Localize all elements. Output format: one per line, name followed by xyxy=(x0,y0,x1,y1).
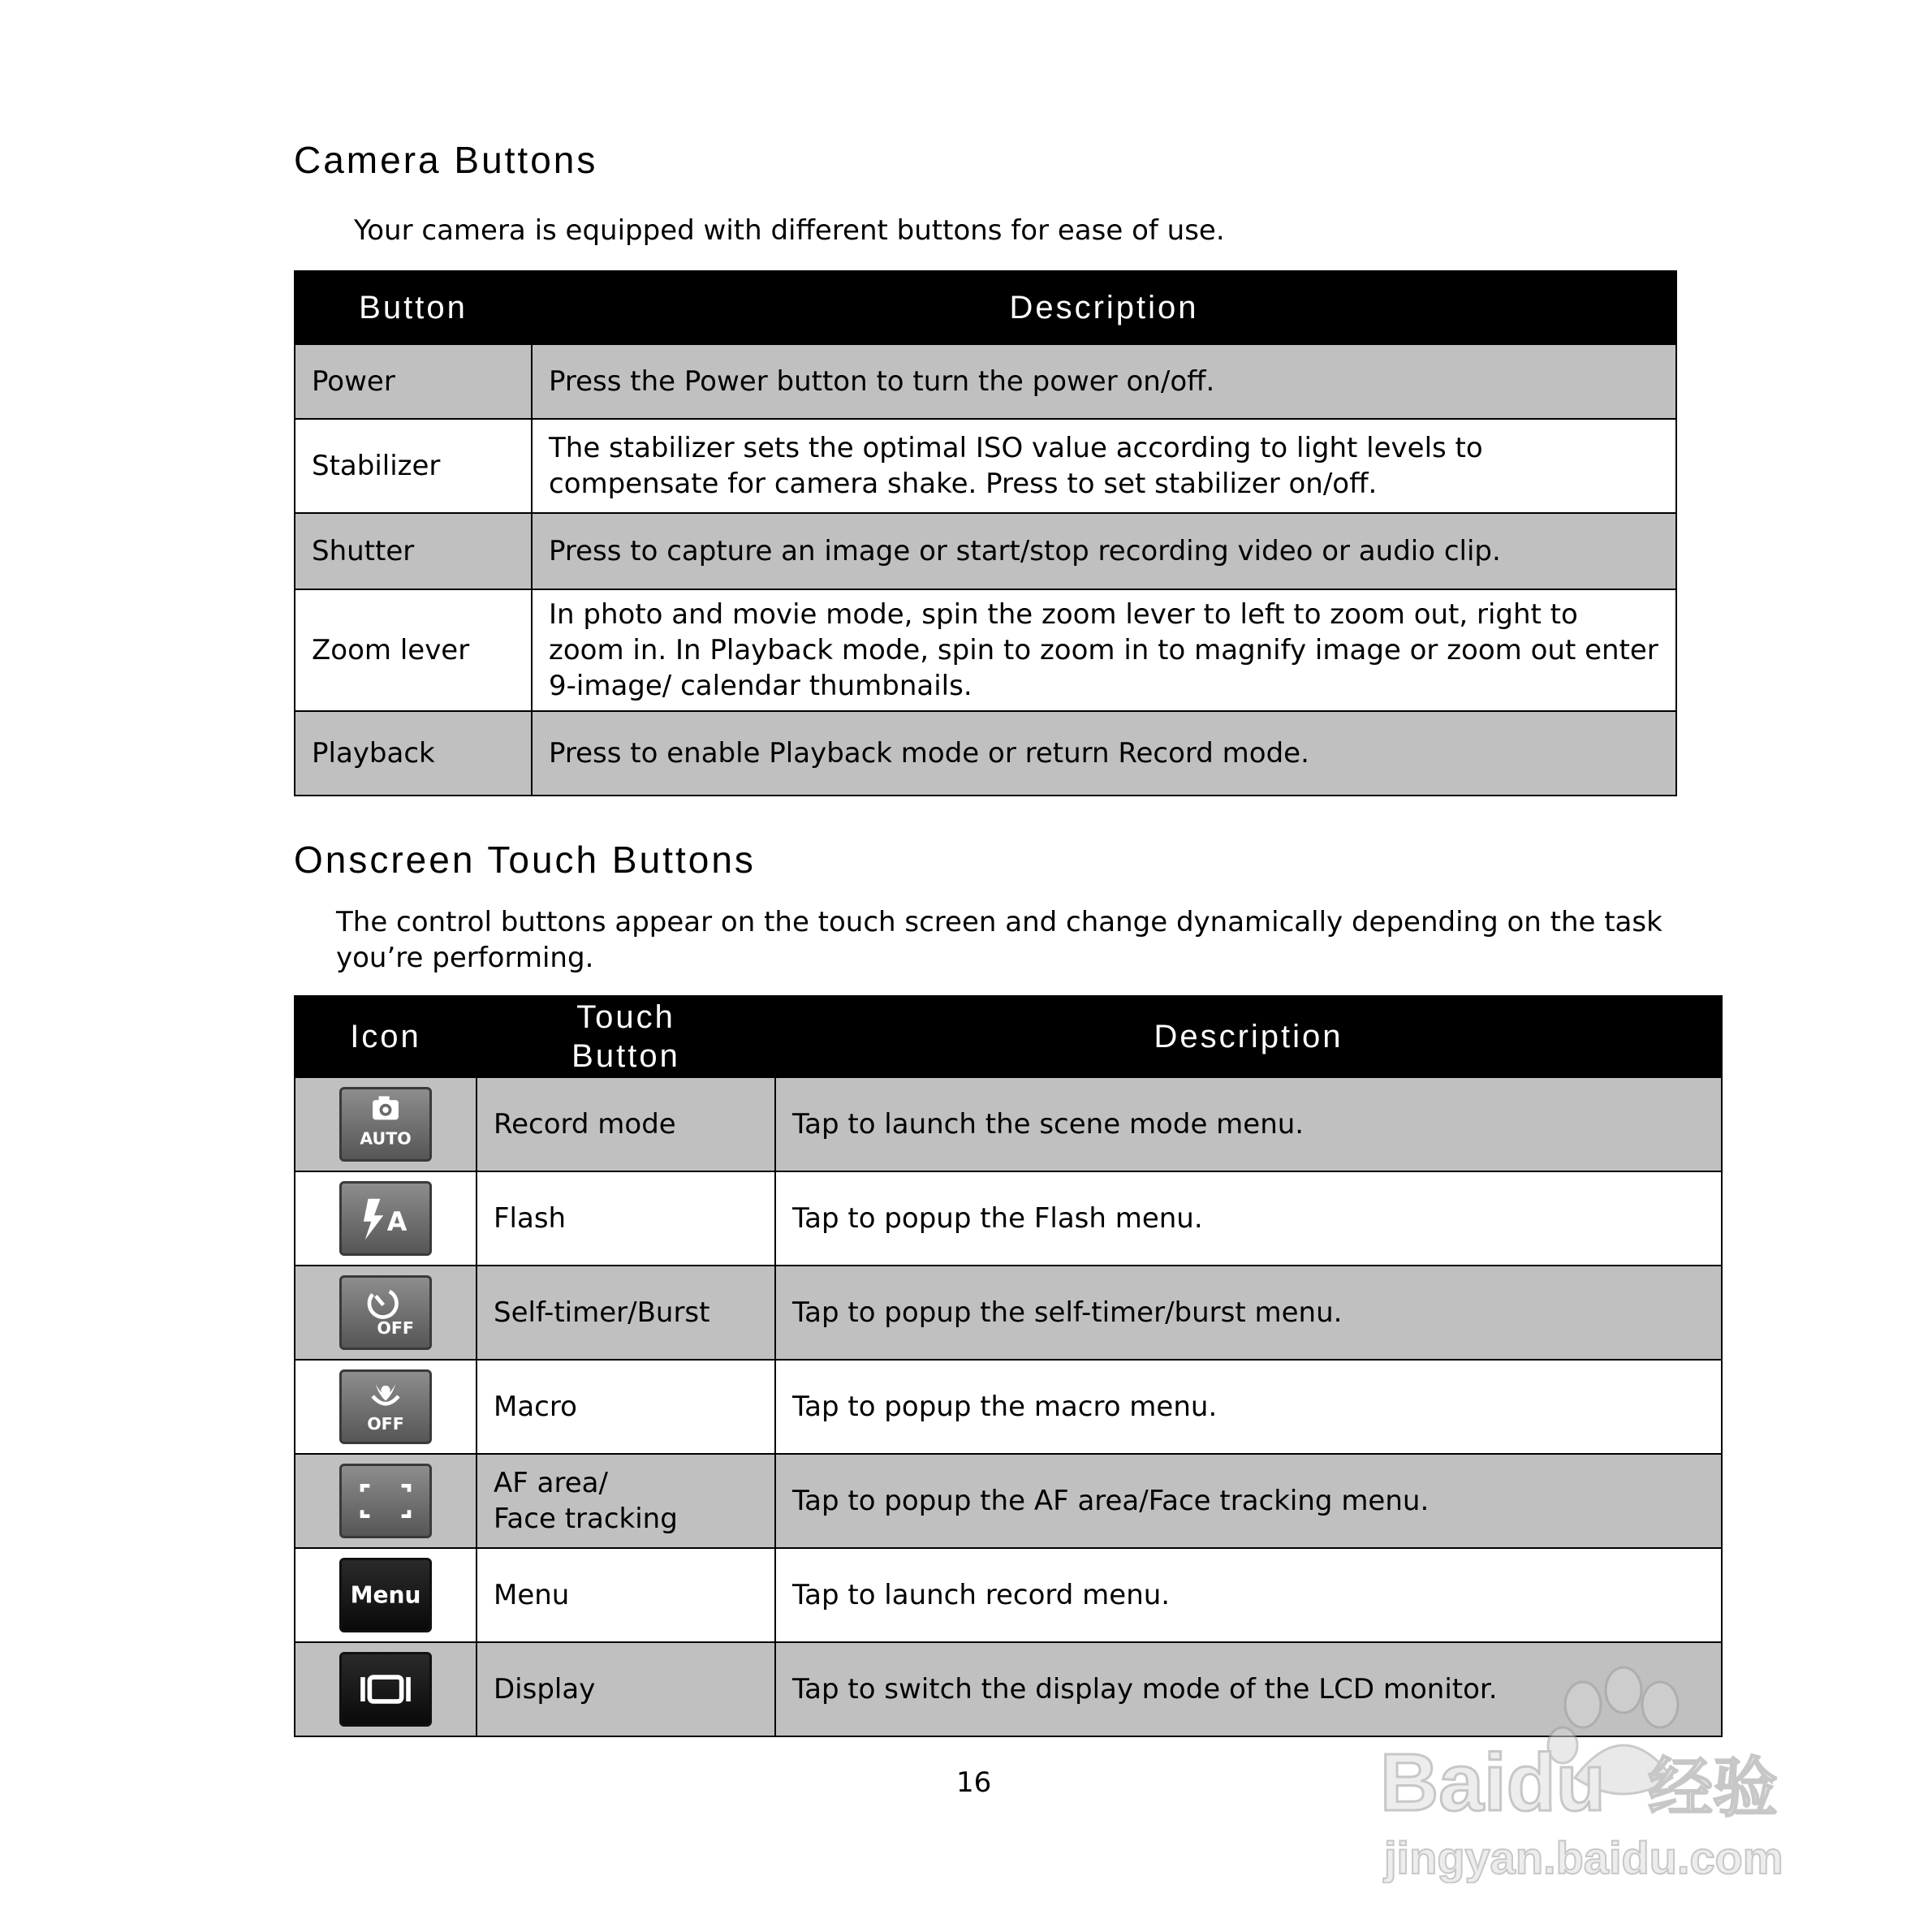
button-description: In photo and movie mode, spin the zoom lever to left to zoom out, right to zoom in. In Playback mode, spin to zoom in to magnify image or zoom out enter 9-image/ calendar thumbnails. xyxy=(532,589,1676,711)
touch-button-description: Tap to launch the scene mode menu. xyxy=(775,1077,1722,1171)
touch-button-name: AF area/ Face tracking xyxy=(477,1454,775,1548)
table-row xyxy=(295,1266,1722,1360)
svg-text:Menu: Menu xyxy=(350,1581,421,1609)
svg-text:A: A xyxy=(386,1207,408,1237)
touch-buttons-table xyxy=(294,995,1723,1737)
button-description: Press to capture an image or start/stop recording video or audio clip. xyxy=(532,513,1676,589)
table-row xyxy=(295,589,1676,711)
camera-auto-icon xyxy=(339,1087,432,1162)
table-row xyxy=(295,1171,1722,1266)
camera-buttons-title: Camera Buttons xyxy=(294,139,598,181)
touch-button-description: Tap to switch the display mode of the LCD monitor. xyxy=(775,1642,1722,1736)
touch-button-description: Tap to popup the AF area/Face tracking menu. xyxy=(775,1454,1722,1548)
touch-button-name: Record mode xyxy=(477,1077,775,1171)
header-icon: Icon xyxy=(295,996,477,1077)
self-timer-off-icon xyxy=(339,1275,432,1350)
page-number: 16 xyxy=(956,1766,992,1799)
touch-button-description: Tap to popup the Flash menu. xyxy=(775,1171,1722,1266)
touch-button-name: Menu xyxy=(477,1548,775,1642)
touch-button-description: Tap to launch record menu. xyxy=(775,1548,1722,1642)
button-description: Press to enable Playback mode or return Record mode. xyxy=(532,711,1676,796)
button-name: Shutter xyxy=(295,513,532,589)
touch-button-description: Tap to popup the macro menu. xyxy=(775,1360,1722,1454)
svg-text:AUTO: AUTO xyxy=(360,1128,412,1149)
header-description: Description xyxy=(532,271,1676,344)
table-row xyxy=(295,513,1676,589)
af-area-icon xyxy=(339,1464,432,1538)
button-name: Playback xyxy=(295,711,532,796)
touch-buttons-title: Onscreen Touch Buttons xyxy=(294,839,756,881)
menu-icon xyxy=(339,1558,432,1632)
table-row xyxy=(295,1077,1722,1171)
touch-buttons-intro: The control buttons appear on the touch screen and change dynamically depending on the task you’re performing. xyxy=(336,906,1662,974)
header-button: Button xyxy=(295,271,532,344)
camera-buttons-intro: Your camera is equipped with different buttons for ease of use. xyxy=(354,214,1225,247)
touch-button-description: Tap to popup the self-timer/burst menu. xyxy=(775,1266,1722,1360)
button-name: Power xyxy=(295,344,532,419)
camera-buttons-table xyxy=(294,270,1677,796)
svg-text:经验: 经验 xyxy=(1648,1750,1778,1826)
svg-text:OFF: OFF xyxy=(367,1414,404,1434)
header-touch-button: Touch Button xyxy=(477,996,775,1077)
svg-text:Baidu: Baidu xyxy=(1380,1737,1606,1828)
table-row xyxy=(295,711,1676,796)
button-name: Zoom lever xyxy=(295,589,532,711)
button-description: The stabilizer sets the optimal ISO value according to light levels to compensate for camera shake. Press to set stabilizer on/off. xyxy=(532,419,1676,513)
touch-button-name: Display xyxy=(477,1642,775,1736)
table-header-row xyxy=(295,996,1722,1077)
button-description: Press the Power button to turn the power on/off. xyxy=(532,344,1676,419)
table-header-row xyxy=(295,271,1676,344)
baidu-watermark xyxy=(1380,1656,1835,1883)
button-name: Stabilizer xyxy=(295,419,532,513)
table-row xyxy=(295,1360,1722,1454)
table-row xyxy=(295,1548,1722,1642)
touch-button-name: Macro xyxy=(477,1360,775,1454)
touch-button-name: Self-timer/Burst xyxy=(477,1266,775,1360)
svg-text:OFF: OFF xyxy=(377,1318,414,1339)
display-icon xyxy=(339,1652,432,1727)
touch-button-name: Flash xyxy=(477,1171,775,1266)
flash-auto-icon xyxy=(339,1181,432,1256)
table-row xyxy=(295,1454,1722,1548)
table-row xyxy=(295,344,1676,419)
table-row xyxy=(295,419,1676,513)
macro-off-icon xyxy=(339,1369,432,1444)
svg-text:jingyan.baidu.com: jingyan.baidu.com xyxy=(1384,1832,1783,1883)
header-description: Description xyxy=(775,996,1722,1077)
